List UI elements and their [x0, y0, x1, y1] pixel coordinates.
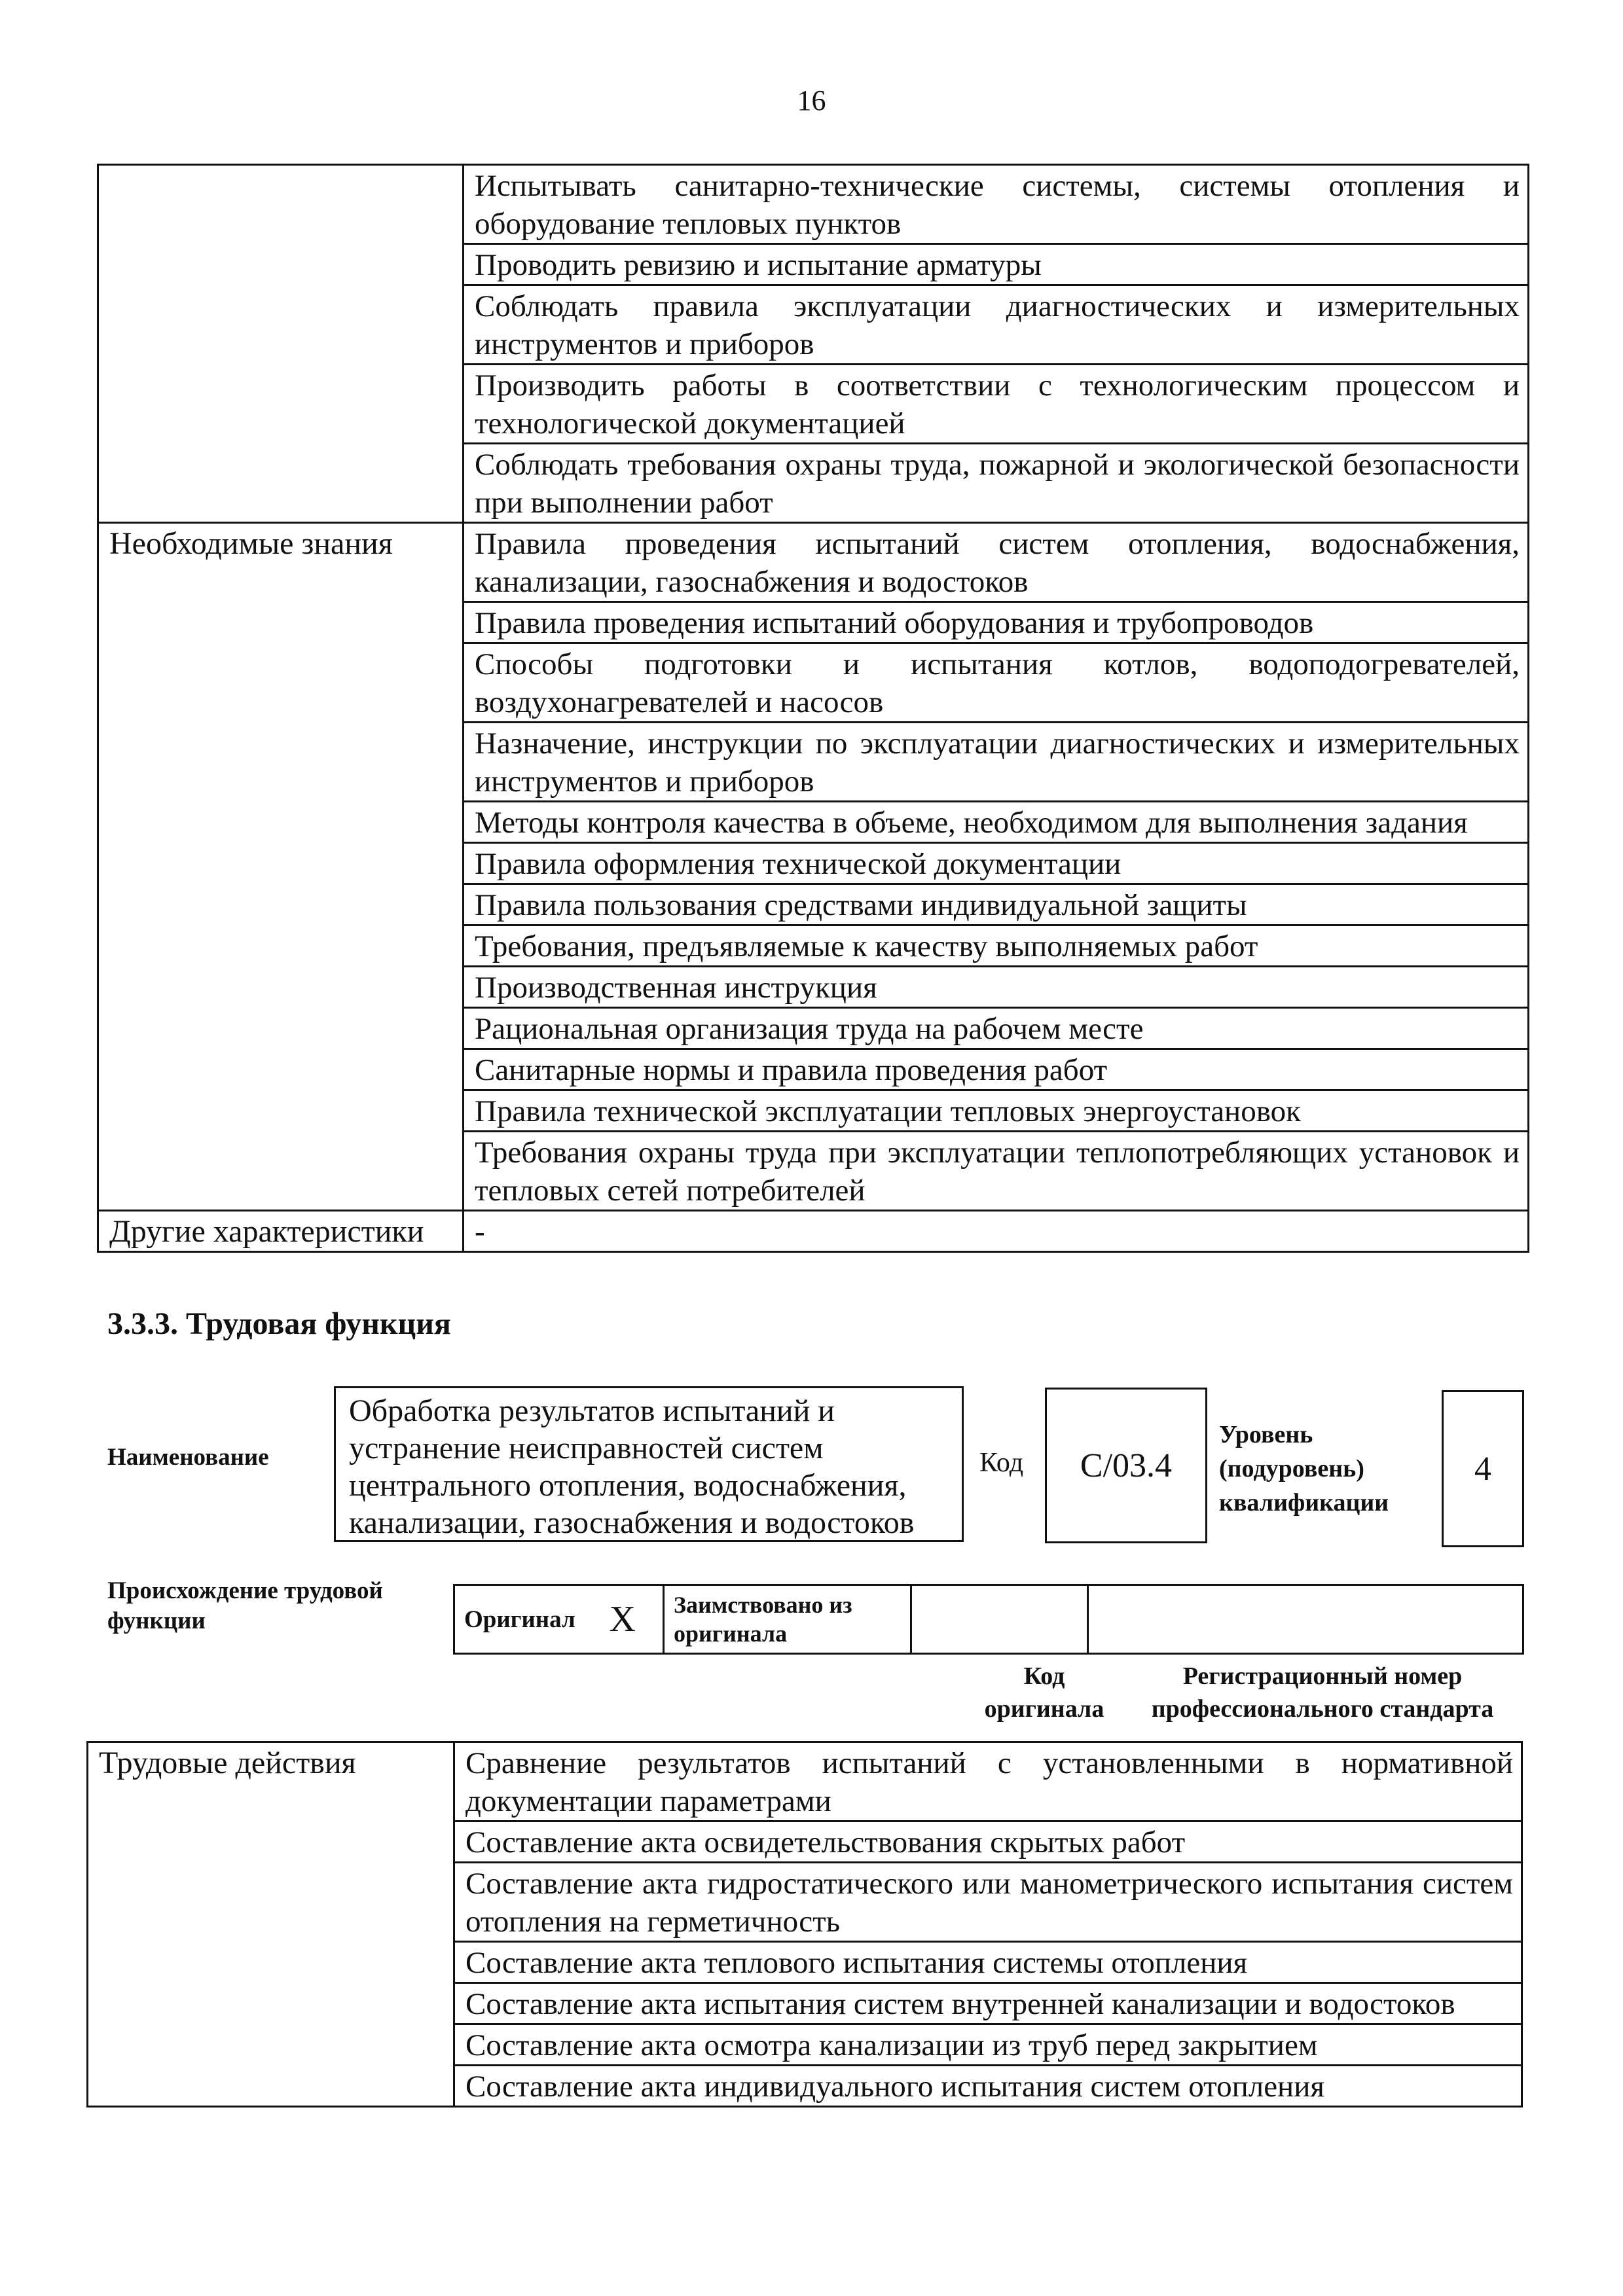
knowledge-item: Способы подготовки и испытания котлов, водоподогревателей, воздухонагревателей и насосов: [464, 643, 1529, 723]
knowledge-item: Правила оформления технической документации: [464, 843, 1529, 884]
code-label: Код: [979, 1448, 1024, 1478]
reg-number-label: Регистрационный номер профессионального стандарта: [1151, 1662, 1494, 1723]
skill-item: Соблюдать требования охраны труда, пожарной и экологической безопасности при выполнении работ: [464, 444, 1529, 523]
code-box: C/03.4: [1045, 1388, 1207, 1543]
knowledge-item: Санитарные нормы и правила проведения работ: [464, 1049, 1529, 1090]
skills-label-cell: [98, 165, 464, 523]
original-label: Оригинал: [454, 1585, 592, 1654]
other-characteristics-value: -: [464, 1211, 1529, 1252]
skill-item: Соблюдать правила эксплуатации диагностических и измерительных инструментов и приборов: [464, 285, 1529, 365]
code-original-label: Код оригинала: [984, 1662, 1104, 1723]
borrowed-label: Заимствовано из оригинала: [664, 1585, 911, 1654]
knowledge-item: Правила пользования средствами индивидуальной защиты: [464, 884, 1529, 925]
labor-action-item: Составление акта теплового испытания системы отопления: [454, 1942, 1522, 1983]
page-number: 16: [797, 84, 826, 117]
labor-action-item: Составление акта гидростатического или манометрического испытания систем отопления на герметичность: [454, 1863, 1522, 1942]
knowledge-item: Правила проведения испытаний оборудования и трубопроводов: [464, 602, 1529, 643]
section-title: 3.3.3. Трудовая функция: [107, 1306, 451, 1341]
labor-action-item: Составление акта индивидуального испытания систем отопления: [454, 2066, 1522, 2107]
knowledge-item: Методы контроля качества в объеме, необходимом для выполнения задания: [464, 802, 1529, 843]
labor-action-item: Составление акта осмотра канализации из труб перед закрытием: [454, 2024, 1522, 2066]
table-row: [98, 165, 1529, 244]
table-row: [88, 1742, 1522, 1821]
function-name-box: Обработка результатов испытаний и устранение неисправностей систем центрального отопления, водоснабжения, канализации, газоснабжения и водостоков: [334, 1386, 964, 1542]
original-mark: X: [592, 1585, 664, 1654]
labor-action-item: Сравнение результатов испытаний с установленными в нормативной документации параметрами: [454, 1742, 1522, 1821]
origin-table: [453, 1584, 1524, 1655]
labor-actions-table: [86, 1741, 1523, 2108]
table-row: [98, 523, 1529, 602]
knowledge-item: Правила проведения испытаний систем отопления, водоснабжения, канализации, газоснабжения и водостоков: [464, 523, 1529, 602]
knowledge-item: Требования, предъявляемые к качеству выполняемых работ: [464, 925, 1529, 967]
knowledge-item: Правила технической эксплуатации тепловых энергоустановок: [464, 1090, 1529, 1132]
knowledge-item: Рациональная организация труда на рабочем месте: [464, 1008, 1529, 1049]
level-label: Уровень (подуровень) квалификации: [1219, 1421, 1389, 1516]
other-characteristics-label: Другие характеристики: [98, 1211, 464, 1252]
knowledge-item: Требования охраны труда при эксплуатации теплопотребляющих установок и тепловых сетей потребителей: [464, 1132, 1529, 1211]
skills-knowledge-table: [97, 164, 1529, 1253]
knowledge-label: Необходимые знания: [98, 523, 464, 1211]
labor-action-item: Составление акта освидетельствования скрытых работ: [454, 1821, 1522, 1863]
skill-item: Проводить ревизию и испытание арматуры: [464, 244, 1529, 285]
skill-item: Производить работы в соответствии с технологическим процессом и технологической документацией: [464, 365, 1529, 444]
level-box: 4: [1442, 1390, 1524, 1547]
knowledge-item: Назначение, инструкции по эксплуатации диагностических и измерительных инструментов и приборов: [464, 723, 1529, 802]
origin-label: Происхождение трудовой функции: [107, 1577, 383, 1634]
labor-action-item: Составление акта испытания систем внутренней канализации и водостоков: [454, 1983, 1522, 2024]
skill-item: Испытывать санитарно-технические системы, системы отопления и оборудование тепловых пунктов: [464, 165, 1529, 244]
knowledge-item: Производственная инструкция: [464, 967, 1529, 1008]
table-row: [98, 1211, 1529, 1252]
reg-number-cell: [1088, 1585, 1523, 1654]
original-code-cell: [911, 1585, 1088, 1654]
name-label: Наименование: [107, 1444, 269, 1471]
labor-actions-label: Трудовые действия: [88, 1742, 454, 2107]
